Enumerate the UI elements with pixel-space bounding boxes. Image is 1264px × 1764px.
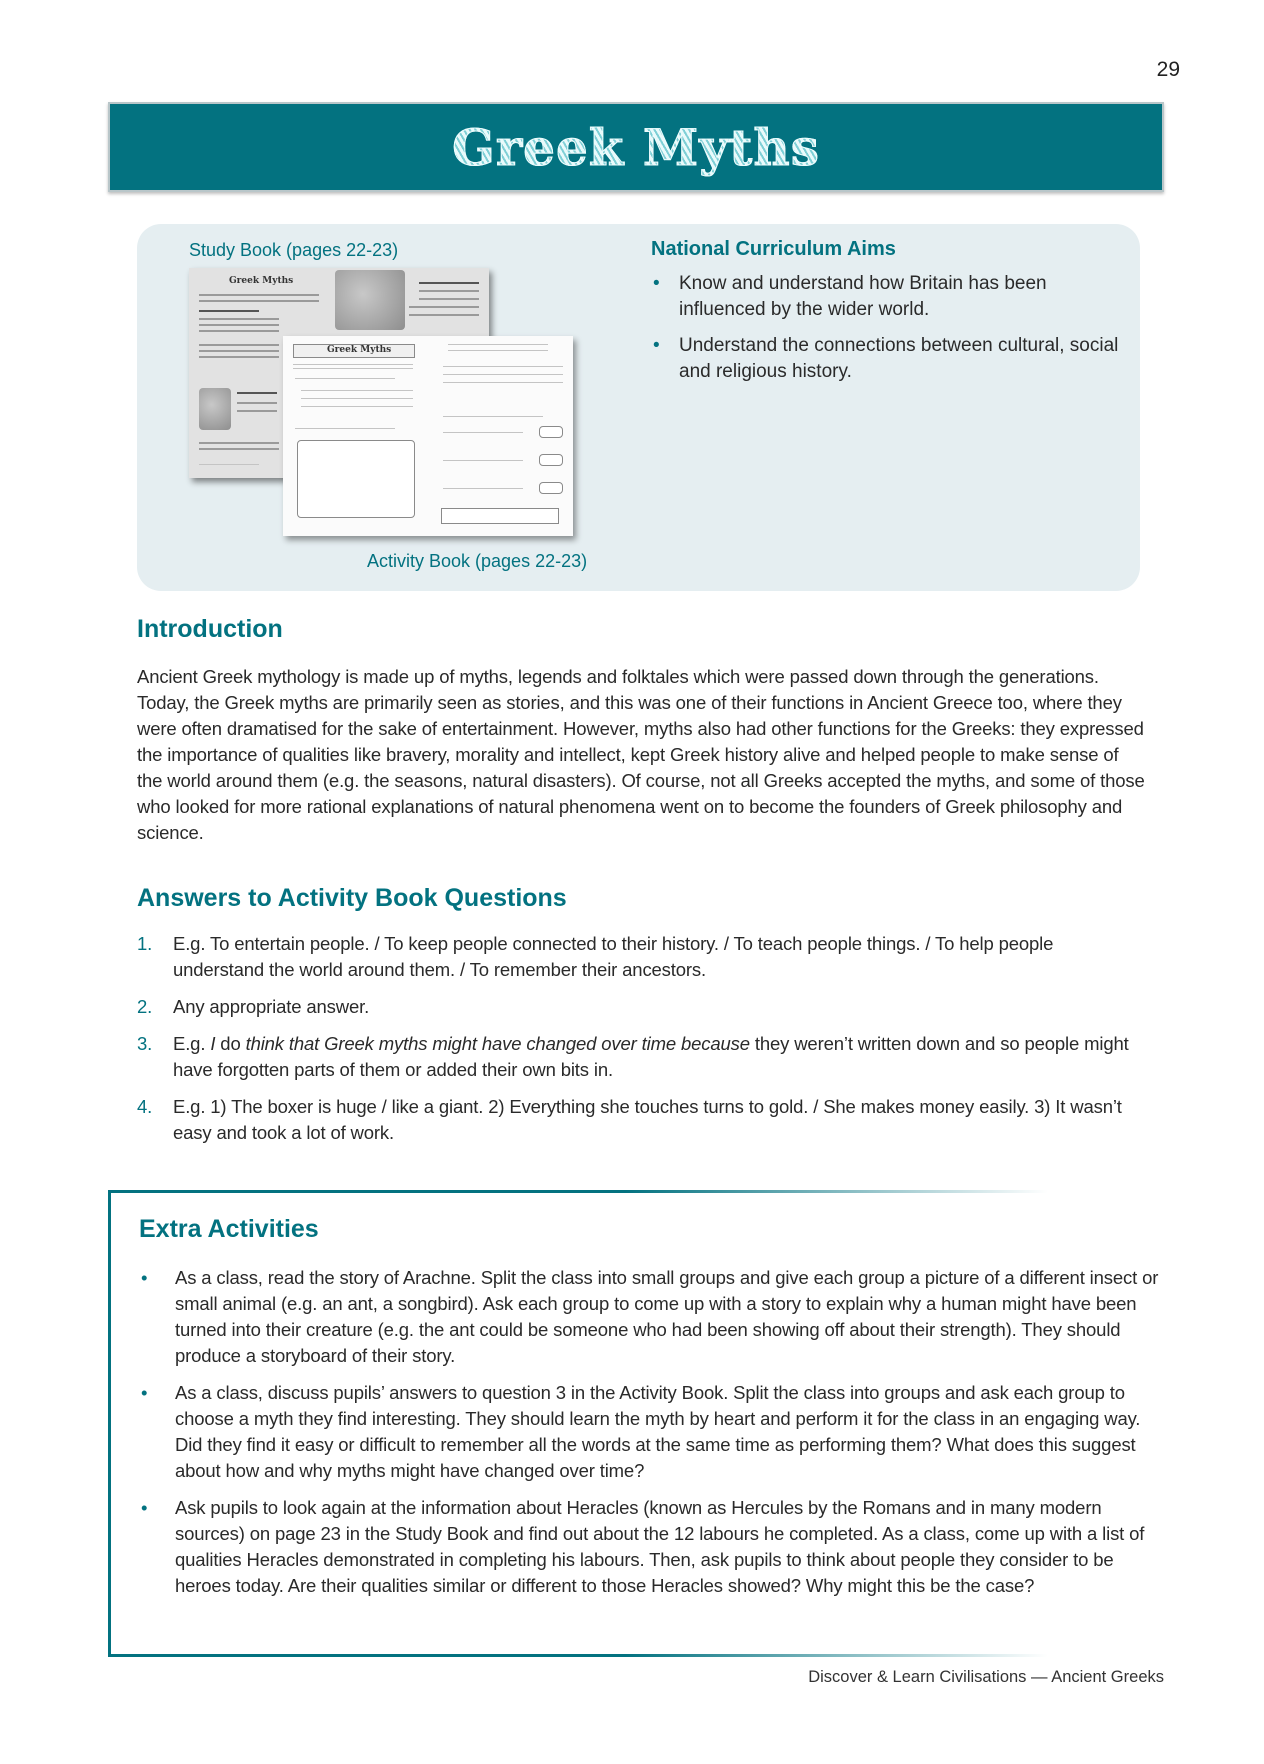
thumb-text-line xyxy=(293,364,413,365)
thumb-text-line xyxy=(199,318,279,320)
thumb-text-line xyxy=(293,368,413,369)
answers-list xyxy=(137,931,1147,1146)
answer-number: 3. xyxy=(137,1033,153,1054)
thumb-text-line xyxy=(199,356,279,358)
answers-heading: Answers to Activity Book Questions xyxy=(137,884,567,912)
activity-thumb-title: Greek Myths xyxy=(327,345,392,355)
page-footer: Discover & Learn Civilisations — Ancient Greeks xyxy=(808,1668,1164,1686)
activity-book-label: Activity Book (pages 22-23) xyxy=(367,551,588,571)
hint-box xyxy=(539,426,563,438)
answer-item: 1. E.g. To entertain people. / To keep people connected to their history. / To teach people things. / To help people understand the world around them. / To remember their ancestors. xyxy=(137,933,1054,980)
winged-figure-image xyxy=(335,270,405,330)
thumb-text-line xyxy=(448,350,548,351)
thumb-text-line xyxy=(448,344,548,345)
extra-activity-item: • As a class, read the story of Arachne. Split the class into small groups and give each group a picture of a different insect or small animal (e.g. an ant, a songbird). Ask each group to come up with a story to explain why a human might have been turned into their creature (e.g. the ant could be someone who had been showing off about their strength). They should produce a storyboard of their story. xyxy=(141,1267,1159,1366)
aims-item: • Know and understand how Britain has been influenced by the wider world. xyxy=(653,273,1047,320)
bullet-icon: • xyxy=(141,1382,148,1403)
thumb-text-line xyxy=(443,374,563,375)
thumb-text-line xyxy=(199,300,319,302)
introduction-section xyxy=(137,615,1147,846)
thumb-text-line xyxy=(301,406,413,407)
introduction-heading: Introduction xyxy=(137,615,283,643)
thumb-text-line xyxy=(443,460,523,461)
thumb-text-line xyxy=(419,290,479,292)
speech-bubble xyxy=(297,440,415,518)
thumb-text-line xyxy=(199,350,279,352)
extra-activities-list xyxy=(139,1265,1159,1610)
thumb-text-line xyxy=(443,432,523,433)
hint-box xyxy=(539,482,563,494)
bullet-icon: • xyxy=(141,1497,148,1518)
thumb-text-line xyxy=(199,310,259,312)
answer-number: 2. xyxy=(137,996,153,1017)
bullet-icon: • xyxy=(141,1267,148,1288)
aims-list xyxy=(651,271,1121,385)
bullet-icon: • xyxy=(653,273,660,294)
extra-activities-heading: Extra Activities xyxy=(139,1215,319,1243)
bust-image xyxy=(199,388,231,430)
thumb-text-line xyxy=(237,392,277,394)
extra-activities-box xyxy=(108,1193,1159,1654)
answers-section xyxy=(137,884,1147,1157)
thumb-text-line xyxy=(199,330,279,332)
thumb-text-line xyxy=(443,366,563,367)
thumb-text-line xyxy=(295,378,395,379)
page-number: 29 xyxy=(1156,58,1180,81)
study-thumb-title: Greek Myths xyxy=(229,276,294,286)
thumb-text-line xyxy=(409,306,479,308)
thumb-text-line xyxy=(237,410,277,412)
thumb-text-line xyxy=(199,294,319,296)
thumb-text-line xyxy=(199,344,279,346)
thumb-text-line xyxy=(199,324,279,326)
introduction-text: Ancient Greek mythology is made up of myths, legends and folktales which were passed down through the generations. Today, the Greek myths are primarily seen as stories, and this was one of their functions in Ancient Greece too, where they were often dramatised for the sake of entertainment. However, myths also had other functions for the Greeks: they expressed the importance of qualities like bravery, morality and intellect, kept Greek history alive and helped people to make sense of the world around them (e.g. the seasons, natural disasters). Of course, not all Greeks accepted the myths, and some of those who looked for more rational explanations of natural phenomena went on to become the founders of Greek philosophy and science. xyxy=(137,666,1145,843)
study-book-label: Study Book (pages 22-23) xyxy=(189,240,399,260)
title-banner xyxy=(108,102,1164,192)
extra-activity-item: • Ask pupils to look again at the information about Heracles (known as Hercules by the Romans and in many modern sources) on page 23 in the Study Book and find out about the 12 labours he completed. As a class, come up with a list of qualities Heracles demonstrated in completing his labours. Then, ask pupils to think about people they consider to be heroes today. Are their qualities similar or different to those Heracles showed? Why might this be the case? xyxy=(141,1497,1145,1596)
page-title: Greek Myths xyxy=(452,117,820,177)
hint-box xyxy=(539,454,563,466)
answer-item: 3. E.g. I do think that Greek myths might have changed over time because they weren’t written down and so people might have forgotten parts of them or added their own bits in. xyxy=(137,1033,1129,1080)
answer-number: 4. xyxy=(137,1096,153,1117)
thumb-text-line xyxy=(443,382,563,383)
bullet-icon: • xyxy=(653,335,660,356)
extra-activity-item: • As a class, discuss pupils’ answers to question 3 in the Activity Book. Split the class into groups and ask each group to choose a myth they find interesting. They should learn the myth by heart and perform it for the class in an engaging way. Did they find it easy or difficult to remember all the words at the same time as performing them? What does this suggest about how and why myths might have changed over time? xyxy=(141,1382,1141,1481)
answer-item: 4. E.g. 1) The boxer is huge / like a giant. 2) Everything she touches turns to gold. / She makes money easily. 3) It wasn’t easy and took a lot of work. xyxy=(137,1096,1122,1143)
aims-item: • Understand the connections between cultural, social and religious history. xyxy=(653,335,1119,382)
thumb-text-line xyxy=(409,314,479,316)
thumb-text-line xyxy=(199,464,259,465)
answer-item: 2. Any appropriate answer. xyxy=(137,994,1147,1020)
thumb-text-line xyxy=(443,488,523,489)
thumb-text-line xyxy=(295,428,395,429)
thumb-text-line xyxy=(237,402,277,404)
activity-book-thumbnail xyxy=(283,336,573,536)
answer-number: 1. xyxy=(137,933,153,954)
aims-heading: National Curriculum Aims xyxy=(651,238,896,260)
thumb-text-line xyxy=(199,442,279,444)
curriculum-aims xyxy=(651,238,1121,395)
thumb-text-line xyxy=(199,448,279,450)
thumb-text-line xyxy=(301,398,413,399)
thumb-text-line xyxy=(443,416,543,417)
thumb-text-line xyxy=(419,298,479,300)
note-box xyxy=(441,508,559,524)
info-panel xyxy=(137,224,1140,591)
thumb-text-line xyxy=(419,282,479,284)
thumb-text-line xyxy=(301,390,413,391)
